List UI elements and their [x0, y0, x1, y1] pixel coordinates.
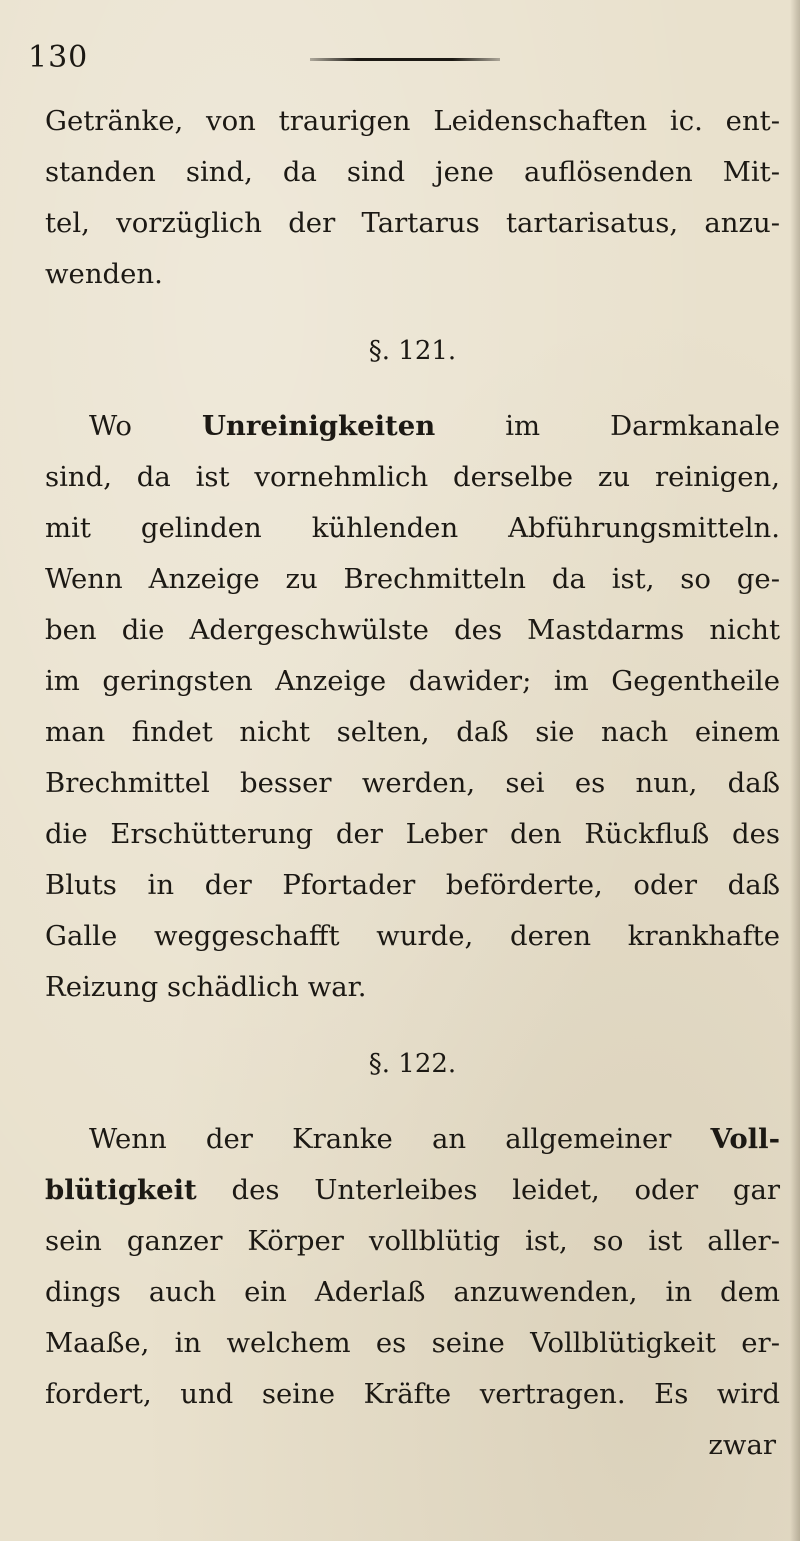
text-line: Maaße, in welchem es seine Vollblütigkeit er-	[45, 1327, 780, 1359]
body-text	[45, 96, 780, 1471]
text-line: Reizung schädlich war.	[45, 971, 367, 1003]
text-line: sind, da ist vornehmlich derselbe zu reinigen,	[45, 461, 780, 493]
text-line	[45, 1165, 780, 1216]
section-heading-122: §. 122.	[368, 1049, 457, 1079]
text-line: tel, vorzüglich der Tartarus tartarisatus, anzu-	[45, 207, 780, 239]
text-line: mit gelinden kühlenden Abführungsmitteln.	[45, 512, 780, 544]
text-line: Wenn Anzeige zu Brechmitteln da ist, so ge-	[45, 563, 780, 595]
text-line: Brechmittel besser werden, sei es nun, daß	[45, 767, 780, 799]
text-line	[45, 1114, 780, 1165]
text-fragment: des Unterleibes leidet, oder gar	[196, 1174, 780, 1206]
text-line: Bluts in der Pfortader beförderte, oder daß	[45, 869, 780, 901]
text-line: standen sind, da sind jene auflösenden Mit-	[45, 156, 780, 188]
emphasis-term: Voll-	[710, 1123, 780, 1155]
text-line: ben die Adergeschwülste des Mastdarms nicht	[45, 614, 780, 646]
header-rule	[310, 58, 500, 61]
text-line: im geringsten Anzeige dawider; im Gegentheile	[45, 665, 780, 697]
page-number: 130	[28, 40, 89, 75]
emphasis-term: Unreinigkeiten	[201, 410, 436, 442]
text-line: sein ganzer Körper vollblütig ist, so ist aller-	[45, 1225, 780, 1257]
text-line: Galle weggeschafft wurde, deren krankhafte	[45, 920, 780, 952]
text-line: die Erschütterung der Leber den Rückfluß des	[45, 818, 780, 850]
text-line	[45, 401, 780, 452]
catchword: zwar	[708, 1429, 776, 1461]
text-line: Getränke, von traurigen Leidenschaften ic. ent-	[45, 105, 780, 137]
text-fragment: Wo	[89, 410, 202, 442]
text-fragment: im Darmkanale	[435, 410, 780, 442]
text-line: fordert, und seine Kräfte vertragen. Es wird	[45, 1378, 780, 1410]
text-fragment: Wenn der Kranke an allgemeiner	[89, 1123, 711, 1155]
text-line: wenden.	[45, 258, 163, 290]
emphasis-term: blütigkeit	[45, 1174, 197, 1206]
text-line: man findet nicht selten, daß sie nach einem	[45, 716, 780, 748]
page-edge-shadow	[790, 0, 800, 1541]
text-line: dings auch ein Aderlaß anzuwenden, in dem	[45, 1276, 780, 1308]
section-heading-121: §. 121.	[368, 336, 457, 366]
